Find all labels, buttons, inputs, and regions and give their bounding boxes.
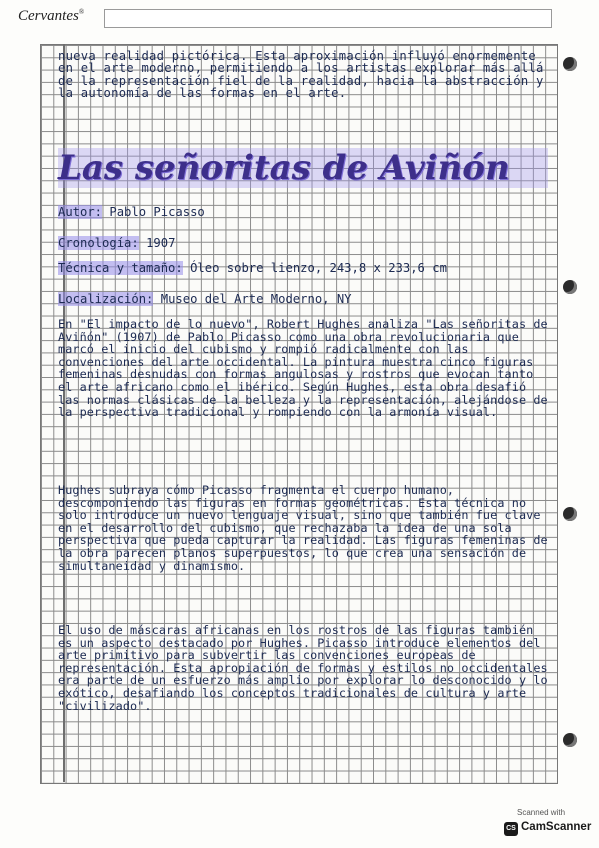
meta-author: [58, 205, 205, 219]
meta-location: [58, 292, 352, 306]
brand-mark: ®: [78, 8, 85, 16]
intro-text: nueva realidad pictórica. Esta aproximación influyó enormemente en el arte moderno, permitiendo a los artistas explorar más allá de la representación fiel de la realidad, hacia la abstracción y la autonomía de las formas en el arte.: [58, 49, 544, 101]
scanned-with-label: Scanned with: [517, 808, 566, 817]
header-field-box: [104, 9, 552, 28]
meta-label: Localización:: [58, 292, 154, 306]
meta-value: Museo del Arte Moderno, NY: [160, 292, 352, 306]
intro-paragraph: [58, 50, 548, 102]
meta-value: Óleo sobre lienzo, 243,8 x 233,6 cm: [190, 261, 447, 275]
binder-hole: [563, 57, 577, 71]
meta-technique: [58, 261, 447, 275]
paragraph-3: El uso de máscaras africanas en los rostros de las figuras también es un aspecto destacado por Hughes. Picasso introduce elementos del arte primitivo para subvertir las convenciones europeas de representación. Esta apropiación de formas y estilos no occidentales era parte de un esfuerzo más amplio por explorar lo desconocido y lo exótico, desafiando los conceptos tradicionales de cultura y arte "civilizado".: [58, 623, 548, 713]
meta-label: Cronología:: [58, 236, 139, 250]
meta-chronology: [58, 236, 175, 250]
meta-value: Pablo Picasso: [109, 205, 205, 219]
binder-hole: [563, 507, 577, 521]
camscanner-label: CamScanner: [521, 821, 592, 833]
brand-name: Cervantes: [18, 8, 79, 24]
meta-value: 1907: [146, 236, 176, 250]
scanner-watermark: [501, 808, 592, 844]
binder-hole: [563, 280, 577, 294]
camscanner-icon: CS: [504, 822, 518, 836]
paragraph-2: Hughes subraya cómo Picasso fragmenta el cuerpo humano, descomponiendo las figuras en formas geométricas. Esta técnica no solo introduce un nuevo lenguaje visual, sino que también fue clave en el desarrollo del cubismo, que rechazaba la idea de una sola perspectiva que pueda capturar la realidad. Las figuras femeninas de la obra parecen planos superpuestos, lo que crea una sensación de simultaneidad y dinamismo.: [58, 483, 548, 573]
artwork-title: Las señoritas de Aviñón: [58, 148, 548, 188]
paragraph-1: En "El impacto de lo nuevo", Robert Hughes analiza "Las señoritas de Aviñón" (1907) de Pablo Picasso como una obra revolucionaria que marcó el inicio del cubismo y rompió radicalmente con las convenciones del arte occidental. La pintura muestra cinco figuras femeninas desnudas con formas angulosas y rostros que evocan tanto el arte africano como el ibérico. Según Hughes, esta obra desafió las normas clásicas de la belleza y la representación, alejándose de la perspectiva tradicional y rompiendo con la armonía visual.: [58, 317, 548, 420]
binder-hole: [563, 733, 577, 747]
brand-logo: [18, 8, 84, 25]
meta-label: Técnica y tamaño:: [58, 261, 183, 275]
meta-label: Autor:: [58, 205, 103, 219]
